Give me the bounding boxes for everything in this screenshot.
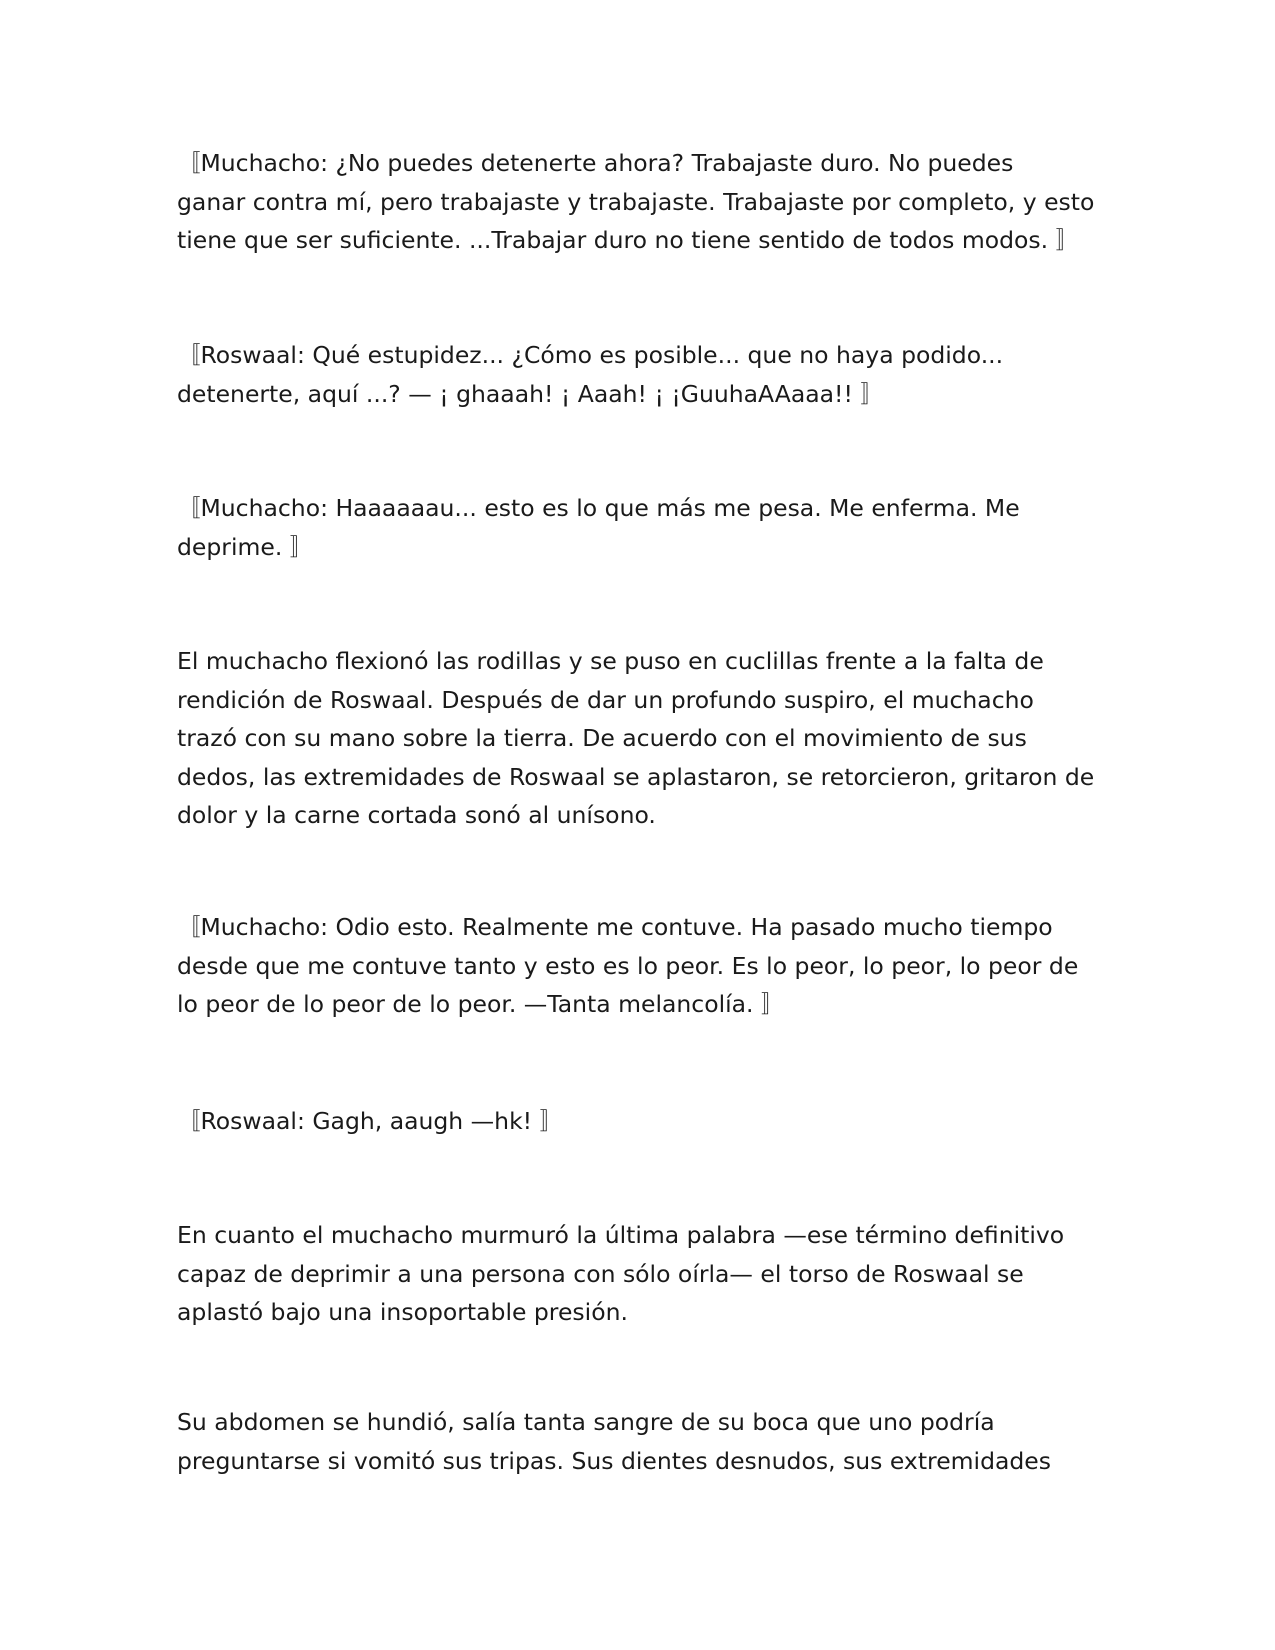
text-line: El muchacho flexionó las rodillas y se puso en cuclillas frente a la falta de (177, 647, 1044, 675)
text-line: dolor y la carne cortada sonó al unísono. (177, 801, 656, 829)
dialogue-paragraph-muchacho-3 (177, 908, 1117, 1024)
text-line: aplastó bajo una insoportable presión. (177, 1298, 628, 1326)
text-line: desde que me contuve tanto y esto es lo peor. Es lo peor, lo peor, lo peor de (177, 951, 1079, 980)
narrative-paragraph-2 (177, 1216, 1117, 1332)
text-line: capaz de deprimir a una persona con sólo oírla— el torso de Roswaal se (177, 1259, 1024, 1288)
text-line: rendición de Roswaal. Después de dar un profundo suspiro, el muchacho (177, 685, 1034, 714)
dialogue-paragraph-roswaal-2 (177, 1102, 1117, 1141)
text-line: En cuanto el muchacho murmuró la última palabra —ese término definitivo (177, 1221, 1065, 1249)
text-line: tiene que ser suficiente. ...Trabajar duro no tiene sentido de todos modos. 〛 (177, 226, 1080, 254)
text-line: Su abdomen se hundió, salía tanta sangre de su boca que uno podría (177, 1408, 995, 1436)
text-line: 〚Roswaal: Qué estupidez... ¿Cómo es posible... que no haya podido... (177, 341, 1004, 369)
dialogue-paragraph-muchacho-2 (177, 489, 1117, 566)
text-line: lo peor de lo peor de lo peor. —Tanta melancolía. 〛 (177, 990, 785, 1018)
dialogue-paragraph-roswaal-1 (177, 336, 1117, 413)
text-line: detenerte, aquí ...? — ¡ ghaaah! ¡ Aaah! ¡ ¡GuuhaAAaaa!! 〛 (177, 379, 884, 408)
narrative-paragraph-3 (177, 1403, 1117, 1480)
narrative-paragraph-1 (177, 642, 1117, 835)
text-line: trazó con su mano sobre la tierra. De acuerdo con el movimiento de sus (177, 724, 1027, 752)
text-line: deprime. 〛 (177, 532, 314, 561)
text-line: 〚Muchacho: Haaaaaau... esto es lo que más me pesa. Me enferma. Me (177, 494, 1020, 522)
text-line: ganar contra mí, pero trabajaste y trabajaste. Trabajaste por completo, y esto (177, 187, 1095, 216)
text-line: 〚Muchacho: Odio esto. Realmente me contuve. Ha pasado mucho tiempo (177, 913, 1053, 941)
dialogue-paragraph-muchacho-1 (177, 144, 1117, 260)
text-line: 〚Muchacho: ¿No puedes detenerte ahora? Trabajaste duro. No puedes (177, 149, 1014, 177)
text-line: 〚Roswaal: Gagh, aaugh —hk! 〛 (177, 1107, 564, 1135)
text-line: preguntarse si vomitó sus tripas. Sus dientes desnudos, sus extremidades (177, 1446, 1052, 1475)
text-line: dedos, las extremidades de Roswaal se aplastaron, se retorcieron, gritaron de (177, 762, 1095, 791)
